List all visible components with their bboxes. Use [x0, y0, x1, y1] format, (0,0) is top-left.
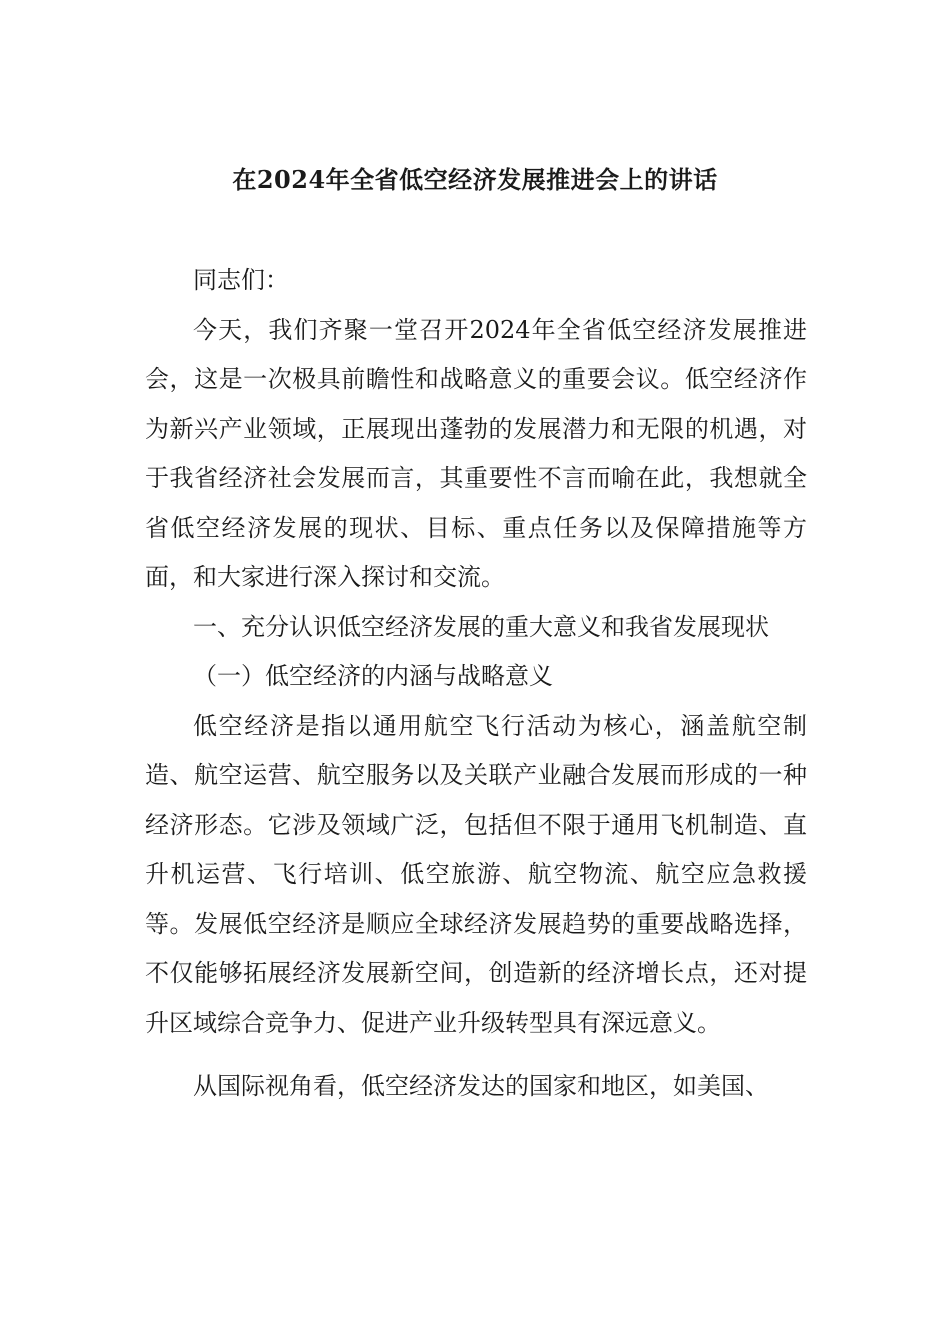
document-title: 在2024年全省低空经济发展推进会上的讲话: [232, 165, 718, 194]
document-body: [145, 220, 807, 1112]
greeting-paragraph: 同志们：: [193, 266, 289, 294]
international-paragraph: 从国际视角看，低空经济发达的国家和地区，如美国、: [193, 1072, 769, 1100]
intro-paragraph: 今天，我们齐聚一堂召开2024年全省低空经济发展推进会，这是一次极具前瞻性和战略意义的重要会议。低空经济作为新兴产业领域，正展现出蓬勃的发展潜力和无限的机遇，对于我省经济社会发展而言，其重要性不言而喻在此，我想就全省低空经济发展的现状、目标、重点任务以及保障措施等方面，和大家进行深入探讨和交流。: [145, 315, 807, 591]
definition-paragraph: 低空经济是指以通用航空飞行活动为核心，涵盖航空制造、航空运营、航空服务以及关联产业融合发展而形成的一种经济形态。它涉及领域广泛，包括但不限于通用飞机制造、直升机运营、飞行培训、低空旅游、航空物流、航空应急救援等。发展低空经济是顺应全球经济发展趋势的重要战略选择，不仅能够拓展经济发展新空间，创造新的经济增长点，还对提升区域综合竞争力、促进产业升级转型具有深远意义。: [145, 711, 807, 1037]
subsection-heading-1: （一）低空经济的内涵与战略意义: [193, 662, 553, 690]
section-heading-1: 一、充分认识低空经济发展的重大意义和我省发展现状: [193, 612, 769, 641]
